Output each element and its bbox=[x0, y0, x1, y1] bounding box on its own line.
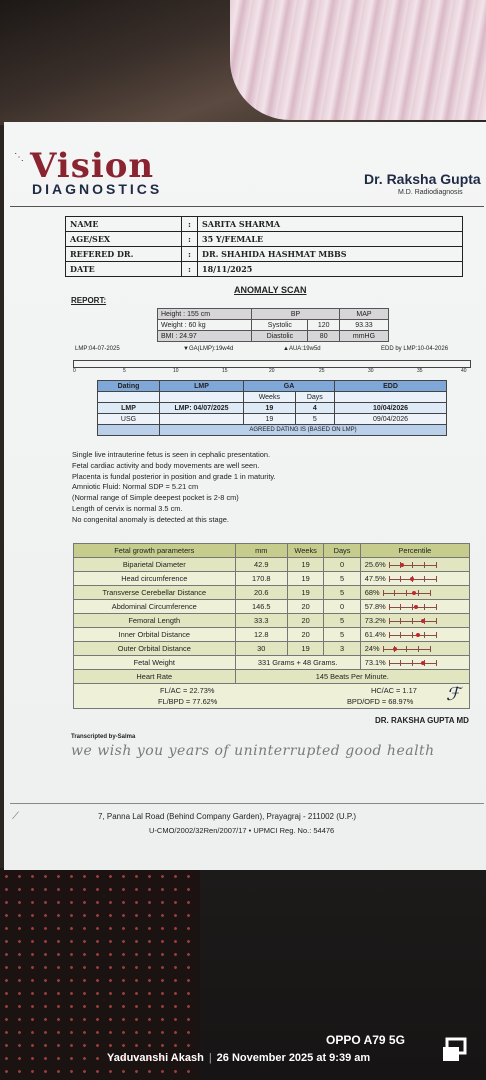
percentile-tick bbox=[424, 604, 425, 610]
gallery-icon[interactable] bbox=[441, 1037, 467, 1063]
growth-percentile bbox=[360, 628, 469, 642]
growth-days: 5 bbox=[324, 586, 360, 600]
percentile-bar bbox=[383, 590, 431, 596]
growth-percentile bbox=[360, 600, 469, 614]
finding-line: Fetal cardiac activity and body movements are well seen. bbox=[72, 460, 260, 470]
percentile-marker bbox=[400, 563, 404, 567]
growth-percentile bbox=[360, 558, 469, 572]
diastolic-label: Diastolic bbox=[252, 331, 308, 342]
growth-param: Inner Orbital Distance bbox=[74, 628, 236, 642]
dating-method: LMP bbox=[98, 403, 160, 414]
percentile-bar bbox=[383, 646, 431, 652]
vitals-row bbox=[158, 331, 389, 342]
dating-row bbox=[98, 403, 447, 414]
growth-mm: 170.8 bbox=[235, 572, 287, 586]
percentile-value: 68% bbox=[364, 588, 380, 597]
percentile-tick bbox=[389, 660, 390, 666]
bmi: BMI : 24.97 bbox=[158, 331, 252, 342]
growth-days: 3 bbox=[324, 642, 360, 656]
clinic-registration: U-CMO/2002/32Ren/2007/17 • UPMCI Reg. No.: 54476 bbox=[149, 826, 335, 835]
patient-label: NAME bbox=[66, 217, 182, 232]
percentile-tick bbox=[406, 646, 407, 652]
growth-weeks: 19 bbox=[287, 642, 323, 656]
timeline-tick: 20 bbox=[269, 368, 275, 374]
percentile-value: 61.4% bbox=[364, 630, 386, 639]
growth-row bbox=[74, 586, 470, 600]
finding-line: Placenta is fundal posterior in position and grade 1 in maturity. bbox=[72, 471, 276, 481]
percentile-tick bbox=[412, 604, 413, 610]
growth-col-percentile: Percentile bbox=[360, 544, 469, 558]
growth-row bbox=[74, 628, 470, 642]
growth-row bbox=[74, 572, 470, 586]
percentile-tick bbox=[436, 562, 437, 568]
percentile-value: 47.5% bbox=[364, 574, 386, 583]
photo-datetime: 26 November 2025 at 9:39 am bbox=[216, 1052, 371, 1064]
vitals-row bbox=[158, 309, 389, 320]
dating-agreed-row bbox=[98, 425, 447, 436]
percentile-tick bbox=[430, 646, 431, 652]
agreed-dating: AGREED DATING IS (BASED ON LMP) bbox=[160, 425, 447, 436]
growth-mm: 12.8 bbox=[235, 628, 287, 642]
growth-param: Femoral Length bbox=[74, 614, 236, 628]
growth-weeks: 19 bbox=[287, 558, 323, 572]
map-unit: mmHG bbox=[339, 331, 388, 342]
timeline-tick: 30 bbox=[368, 368, 374, 374]
patterned-cloth bbox=[0, 870, 200, 1080]
dating-col-edd: EDD bbox=[335, 381, 447, 392]
findings-text bbox=[72, 450, 276, 526]
percentile-tick bbox=[389, 618, 390, 624]
growth-param: Biparietal Diameter bbox=[74, 558, 236, 572]
heart-rate-row bbox=[74, 670, 470, 684]
percentile-tick bbox=[406, 590, 407, 596]
growth-days: 5 bbox=[324, 628, 360, 642]
timeline-edd: EDD by LMP:10-04-2026 bbox=[381, 346, 449, 352]
footer-divider bbox=[10, 803, 484, 804]
dating-weeks: 19 bbox=[244, 403, 296, 414]
fetal-weight-percentile bbox=[360, 656, 469, 670]
blank-cell bbox=[335, 392, 447, 403]
report-title: ANOMALY SCAN bbox=[234, 285, 307, 295]
blank-cell bbox=[98, 392, 160, 403]
finding-line: Amniotic Fluid: Normal SDP = 5.21 cm bbox=[72, 482, 199, 492]
growth-mm: 20.6 bbox=[235, 586, 287, 600]
growth-mm: 42.9 bbox=[235, 558, 287, 572]
finding-line: Length of cervix is normal 3.5 cm. bbox=[72, 503, 183, 513]
percentile-tick bbox=[436, 618, 437, 624]
percentile-tick bbox=[400, 604, 401, 610]
camera-watermark: OPPO A79 5G bbox=[326, 1033, 405, 1047]
gestation-timeline bbox=[73, 346, 471, 376]
clinic-address: 7, Panna Lal Road (Behind Company Garden), Prayagraj - 211002 (U.P.) bbox=[98, 812, 357, 821]
percentile-tick bbox=[418, 646, 419, 652]
patient-value: 35 Y/FEMALE bbox=[198, 232, 463, 247]
percentile-tick bbox=[400, 576, 401, 582]
percentile-tick bbox=[400, 618, 401, 624]
dating-lmp: LMP: 04/07/2025 bbox=[160, 403, 244, 414]
percentile-marker bbox=[412, 591, 416, 595]
dating-table bbox=[97, 380, 447, 436]
growth-col-param: Fetal growth parameters bbox=[74, 544, 236, 558]
timeline-aua: ▲AUA:19w5d bbox=[283, 346, 321, 352]
photo-author: Yaduvanshi Akash bbox=[107, 1052, 204, 1064]
finding-line: No congenital anomaly is detected at this stage. bbox=[72, 514, 229, 524]
timeline-tick: 10 bbox=[173, 368, 179, 374]
growth-days: 0 bbox=[324, 558, 360, 572]
timeline-tick: 40 bbox=[461, 368, 467, 374]
percentile-tick bbox=[424, 632, 425, 638]
height: Height : 155 cm bbox=[158, 309, 252, 320]
timeline-tick: 15 bbox=[222, 368, 228, 374]
doctor-degree: M.D. Radiodiagnosis bbox=[398, 189, 463, 196]
timeline-tick: 25 bbox=[319, 368, 325, 374]
timeline-ga: ▼GA(LMP):19w4d bbox=[183, 346, 234, 352]
doctor-name: Dr. Raksha Gupta bbox=[364, 171, 481, 187]
vitals-row bbox=[158, 320, 389, 331]
percentile-tick bbox=[430, 590, 431, 596]
colon: : bbox=[182, 232, 198, 247]
patient-value: 18/11/2025 bbox=[198, 262, 463, 277]
patient-row bbox=[66, 262, 463, 277]
percentile-value: 57.8% bbox=[364, 602, 386, 611]
growth-weeks: 19 bbox=[287, 572, 323, 586]
patient-label: AGE/SEX bbox=[66, 232, 182, 247]
growth-days: 0 bbox=[324, 600, 360, 614]
percentile-marker bbox=[421, 619, 425, 623]
fetal-weight-row bbox=[74, 656, 470, 670]
heart-rate-value: 145 Beats Per Minute. bbox=[235, 670, 469, 684]
percentile-tick bbox=[424, 562, 425, 568]
weight: Weight : 60 kg bbox=[158, 320, 252, 331]
patient-row bbox=[66, 217, 463, 232]
percentile-tick bbox=[389, 562, 390, 568]
dating-days: 4 bbox=[295, 403, 334, 414]
percentile-tick bbox=[418, 590, 419, 596]
percentile-tick bbox=[436, 576, 437, 582]
systolic-value: 120 bbox=[308, 320, 339, 331]
growth-weeks: 19 bbox=[287, 586, 323, 600]
growth-mm: 33.3 bbox=[235, 614, 287, 628]
percentile-tick bbox=[412, 562, 413, 568]
percentile-tick bbox=[436, 632, 437, 638]
growth-weeks: 20 bbox=[287, 628, 323, 642]
percentile-tick bbox=[389, 632, 390, 638]
growth-row bbox=[74, 558, 470, 572]
percentile-tick bbox=[400, 632, 401, 638]
percentile-marker bbox=[414, 605, 418, 609]
dating-days: 5 bbox=[295, 414, 334, 425]
dating-header bbox=[98, 381, 447, 392]
growth-mm: 146.5 bbox=[235, 600, 287, 614]
percentile-bar bbox=[389, 576, 437, 582]
dating-row bbox=[98, 414, 447, 425]
percentile-tick bbox=[412, 660, 413, 666]
fetal-weight-label: Fetal Weight bbox=[74, 656, 236, 670]
percentile-marker bbox=[410, 577, 414, 581]
growth-col-weeks: Weeks bbox=[287, 544, 323, 558]
finding-line: Single live intrauterine fetus is seen in cephalic presentation. bbox=[72, 450, 271, 459]
patient-row bbox=[66, 247, 463, 262]
percentile-bar bbox=[389, 632, 437, 638]
dating-weeks: 19 bbox=[244, 414, 296, 425]
ratios-box bbox=[73, 683, 470, 709]
percentile-tick bbox=[436, 660, 437, 666]
growth-percentile bbox=[360, 642, 469, 656]
dating-col-ga: GA bbox=[244, 381, 335, 392]
diastolic-value: 80 bbox=[308, 331, 339, 342]
percentile-tick bbox=[383, 590, 384, 596]
percentile-marker bbox=[393, 647, 397, 651]
photo-credit bbox=[107, 1052, 370, 1064]
dating-edd: 10/04/2026 bbox=[335, 403, 447, 414]
growth-mm: 30 bbox=[235, 642, 287, 656]
timeline-bar bbox=[73, 360, 471, 368]
growth-days: 5 bbox=[324, 614, 360, 628]
patient-label: DATE bbox=[66, 262, 182, 277]
patient-row bbox=[66, 232, 463, 247]
doctor-signature: ℱ bbox=[446, 684, 461, 705]
colon: : bbox=[182, 217, 198, 232]
report-label: REPORT: bbox=[71, 296, 107, 305]
percentile-value: 25.6% bbox=[364, 560, 386, 569]
timeline-tick: 5 bbox=[123, 368, 126, 374]
vitals-table bbox=[157, 308, 389, 342]
growth-row bbox=[74, 600, 470, 614]
dating-method: USG bbox=[98, 414, 160, 425]
percentile-tick bbox=[389, 604, 390, 610]
dating-edd: 09/04/2026 bbox=[335, 414, 447, 425]
finding-line: (Normal range of Simple deepest pocket is 2-8 cm) bbox=[72, 493, 239, 503]
header-divider bbox=[10, 206, 484, 207]
growth-days: 5 bbox=[324, 572, 360, 586]
percentile-value: 73.1% bbox=[364, 658, 386, 667]
percentile-bar bbox=[389, 604, 437, 610]
timeline-lmp: LMP:04-07-2025 bbox=[75, 346, 120, 352]
heart-rate-label: Heart Rate bbox=[74, 670, 236, 684]
tagline: we wish you years of uninterrupted good health bbox=[71, 743, 435, 759]
colon: : bbox=[182, 262, 198, 277]
fl-bpd-ratio: FL/BPD = 77.62% bbox=[158, 697, 218, 706]
clinic-subtitle: DIAGNOSTICS bbox=[32, 181, 163, 197]
timeline-tick: 0 bbox=[73, 368, 76, 374]
patient-label: REFERED DR. bbox=[66, 247, 182, 262]
patient-value: SARITA SHARMA bbox=[198, 217, 463, 232]
dating-col-dating: Dating bbox=[98, 381, 160, 392]
percentile-marker bbox=[421, 661, 425, 665]
growth-percentile bbox=[360, 586, 469, 600]
signer-name: DR. RAKSHA GUPTA MD bbox=[375, 716, 469, 725]
percentile-tick bbox=[436, 604, 437, 610]
percentile-value: 73.2% bbox=[364, 616, 386, 625]
growth-col-mm: mm bbox=[235, 544, 287, 558]
clinic-logo: Vision bbox=[30, 146, 155, 186]
blank-cell bbox=[98, 425, 160, 436]
growth-weeks: 20 bbox=[287, 600, 323, 614]
percentile-bar bbox=[389, 660, 437, 666]
percentile-marker bbox=[416, 633, 420, 637]
growth-param: Outer Orbital Distance bbox=[74, 642, 236, 656]
growth-percentile bbox=[360, 572, 469, 586]
growth-param: Transverse Cerebellar Distance bbox=[74, 586, 236, 600]
growth-col-days: Days bbox=[324, 544, 360, 558]
map-label: MAP bbox=[339, 309, 388, 320]
systolic-label: Systolic bbox=[252, 320, 308, 331]
growth-param: Head circumference bbox=[74, 572, 236, 586]
dating-subheader bbox=[98, 392, 447, 403]
percentile-bar bbox=[389, 618, 437, 624]
growth-row bbox=[74, 614, 470, 628]
percentile-tick bbox=[412, 618, 413, 624]
growth-weeks: 20 bbox=[287, 614, 323, 628]
percentile-value: 24% bbox=[364, 644, 380, 653]
timeline-tick: 35 bbox=[417, 368, 423, 374]
bp-label: BP bbox=[252, 309, 340, 320]
growth-percentile bbox=[360, 614, 469, 628]
percentile-tick bbox=[412, 632, 413, 638]
percentile-tick bbox=[424, 576, 425, 582]
dating-sub-days: Days bbox=[295, 392, 334, 403]
fetal-growth-table bbox=[73, 543, 470, 684]
percentile-tick bbox=[389, 576, 390, 582]
colon: : bbox=[182, 247, 198, 262]
dating-col-lmp: LMP bbox=[160, 381, 244, 392]
patient-info-table bbox=[65, 216, 463, 277]
hc-ac-ratio: HC/AC = 1.17 bbox=[371, 686, 417, 695]
growth-param: Abdominal Circumference bbox=[74, 600, 236, 614]
growth-header bbox=[74, 544, 470, 558]
dating-lmp bbox=[160, 414, 244, 425]
location-pin-icon: ⟋ bbox=[12, 811, 19, 822]
fl-ac-ratio: FL/AC = 22.73% bbox=[160, 686, 215, 695]
transcribed-by: Transcripted by-Salma bbox=[71, 734, 136, 740]
bpd-ofd-ratio: BPD/OFD = 68.97% bbox=[347, 697, 414, 706]
growth-row bbox=[74, 642, 470, 656]
percentile-tick bbox=[394, 590, 395, 596]
blank-cell bbox=[160, 392, 244, 403]
logo-mark-icon: ⋱ bbox=[14, 152, 24, 163]
percentile-bar bbox=[389, 562, 437, 568]
percentile-tick bbox=[383, 646, 384, 652]
dating-sub-weeks: Weeks bbox=[244, 392, 296, 403]
patient-value: DR. SHAHIDA HASHMAT MBBS bbox=[198, 247, 463, 262]
map-value: 93.33 bbox=[339, 320, 388, 331]
fetal-weight-value: 331 Grams + 48 Grams. bbox=[235, 656, 360, 670]
credit-separator: | bbox=[208, 1052, 212, 1064]
percentile-tick bbox=[400, 660, 401, 666]
fabric-background bbox=[230, 0, 486, 120]
